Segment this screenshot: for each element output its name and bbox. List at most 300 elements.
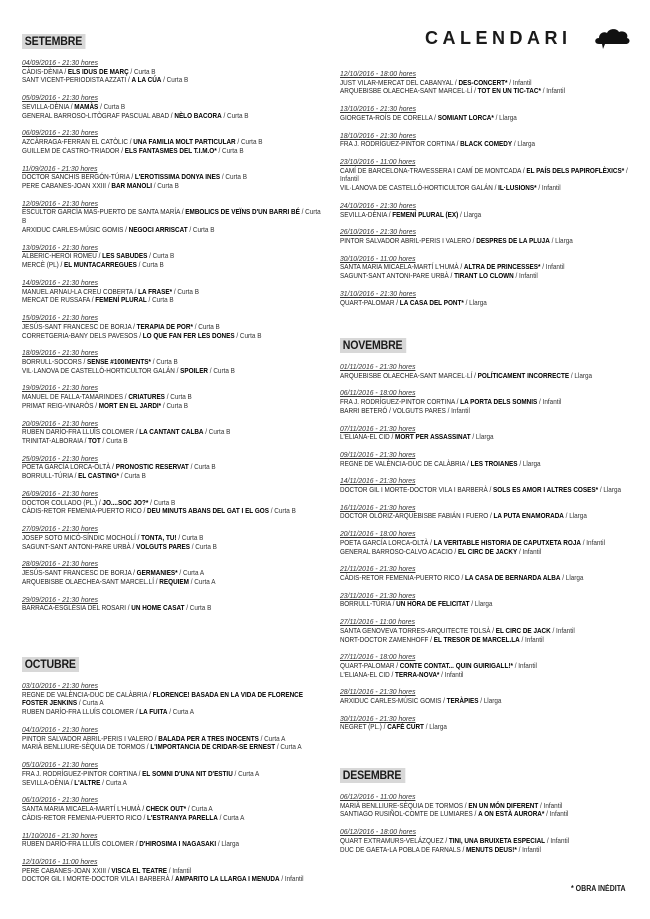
venue: CÀDIS-RETOR FEMENIA-PUERTO RICO / — [340, 572, 466, 582]
play-title: CAFÉ CURT — [387, 722, 424, 732]
event-entry — [340, 425, 640, 442]
event-performance — [22, 708, 321, 717]
play-title: TOT — [88, 436, 101, 446]
event-performance — [22, 296, 321, 305]
category: / Curta B — [161, 400, 188, 410]
event-performance — [22, 840, 321, 849]
event-date: 01/11/2016 - 21:30 hores — [340, 362, 416, 371]
event-entry — [340, 828, 640, 854]
play-title: EL PAÍS DELS PAPIROFLÈXICS* — [526, 165, 625, 175]
event-entry — [22, 94, 322, 120]
event-entry — [22, 279, 322, 305]
event-entry — [340, 504, 640, 521]
venue: DUC DE GAETA-LA POBLA DE FARNALS / — [340, 844, 466, 854]
venue: ARXIDUC CARLES-MÚSIC GOMIS / — [22, 224, 129, 234]
category: / Curta B — [234, 330, 262, 340]
play-title: TERAPIA DE POR* — [136, 321, 193, 331]
venue: MARIÀ BENLLIURE-SÈQUIA DE TORMOS / — [22, 742, 151, 752]
venue: DOCTOR OLÒRIZ-ARQUEBISBE FABIÁN I FUERO / — [340, 511, 494, 521]
play-title: JO....SOC JO?* — [102, 497, 149, 507]
event-entry — [340, 105, 640, 122]
event-date: 20/09/2016 - 21:30 hores — [22, 418, 98, 428]
event-performance — [340, 299, 639, 308]
event-performance — [340, 433, 639, 442]
venue: SANTIAGO RUSIÑOL-COMTE DE LUMIARES / — [340, 809, 479, 819]
play-title: A ON ESTÀ AURORA* — [478, 809, 545, 819]
category: / Curta A — [100, 777, 127, 787]
event-entry — [22, 455, 322, 481]
venue: L'ELIANA-EL CID / — [340, 669, 396, 679]
venue: NEGRET (PL.) / — [340, 722, 388, 732]
event-performance — [22, 543, 321, 552]
venue: MERCÈ (PL) / — [22, 260, 65, 270]
month-heading: OCTUBRE — [22, 657, 79, 672]
category: / Curta B — [98, 101, 126, 111]
play-title: SOMIANT LORCA* — [437, 112, 494, 122]
venue: SANTA MARIA MICAELA-MARTÍ L'HUMÀ / — [22, 803, 146, 813]
category: / Infantil — [537, 396, 562, 406]
category: / Curta B — [151, 180, 179, 190]
event-entry — [22, 165, 322, 191]
play-title: ELS IDUS DE MARÇ — [67, 66, 129, 76]
event-date: 29/09/2016 - 21:30 hores — [22, 594, 98, 604]
play-title: FLORENCE! BASADA EN LA VIDA DE FLORENCE FOSTER JENKINS — [22, 689, 304, 708]
category: / Curta B — [100, 436, 128, 446]
play-title: FEMENÍ PLURAL — [95, 295, 147, 305]
venue: GIORGETA-ROÍS DE CORELLA / — [340, 112, 438, 122]
event-date: 26/10/2016 - 21:30 hores — [340, 227, 416, 237]
venue: NORT-DOCTOR ZAMENHOFF / — [340, 634, 434, 644]
event-performance — [340, 140, 639, 149]
category: / Infantil — [536, 183, 561, 193]
cloud-speech-bubble-icon — [593, 27, 631, 56]
category: / Llarga — [458, 209, 482, 219]
event-performance — [340, 671, 639, 680]
event-date: 23/10/2016 - 11:00 hores — [340, 156, 416, 166]
venue: BARRI BETERÓ / VOLGUTS PARES — [340, 405, 446, 415]
event-entry — [340, 363, 640, 380]
category: / Llarga — [478, 696, 502, 706]
venue: SANTA GENOVEVA TORRES-ARQUITECTE TOLSÀ / — [340, 625, 496, 635]
event-performance — [22, 112, 321, 121]
category: / Curta B — [184, 603, 212, 613]
event-date: 26/09/2016 - 21:30 hores — [22, 489, 98, 499]
venue: AZCÀRRAGA-FERRAN EL CATÒLIC / — [22, 136, 134, 146]
event-entry — [22, 384, 322, 410]
venue: POETA GARCÍA LORCA-OLTÀ / — [22, 462, 116, 472]
venue: SEVILLA-DÈNIA / — [22, 777, 75, 787]
venue: MANUEL DE FALLA-TAMARINDES / — [22, 392, 129, 402]
category: / Infantil — [544, 809, 569, 819]
event-entry — [340, 255, 640, 281]
event-performance — [340, 114, 639, 123]
category: / Llarga — [549, 235, 573, 245]
event-entry — [22, 314, 322, 340]
category: / Infantil — [513, 271, 538, 281]
event-entry — [340, 715, 640, 732]
venue: CÀDIS-RETOR FEMENIA-PUERTO RICO / — [22, 506, 148, 516]
venue: DOCTOR SANCHIS BERGÓN-TÚRIA / — [22, 172, 135, 182]
event-performance — [340, 237, 639, 246]
play-title: LA VERITABLE HISTORIA DE CAPUTXETA ROJA — [433, 537, 581, 547]
event-entry — [22, 796, 322, 822]
venue: SEVILLA-DÈNIA / — [340, 209, 393, 219]
category: / Curta B — [208, 365, 235, 375]
event-entry — [340, 653, 640, 679]
event-performance — [22, 779, 321, 788]
play-title: LES SABUDES — [102, 251, 148, 261]
category: / Curta A — [232, 768, 260, 778]
play-title: MORT PER ASSASSINAT — [395, 432, 471, 442]
event-date: 06/12/2016 - 18:00 hores — [340, 827, 416, 837]
event-performance — [340, 846, 639, 855]
venue: FRA J. RODRÍGUEZ-PINTOR CORTINA / — [340, 396, 461, 406]
venue: QUART-PALOMAR / — [340, 660, 400, 670]
category: / Curta B — [136, 260, 164, 270]
play-title: CHECK OUT* — [145, 803, 187, 813]
category: / Infantil — [445, 405, 470, 415]
play-title: EL MUNTACARREGUES — [64, 260, 137, 270]
event-date: 06/11/2016 - 18:00 hores — [340, 388, 416, 398]
play-title: SOLS ES AMOR I ALTRES COSES* — [493, 484, 599, 494]
play-title: GERMANIES* — [136, 568, 178, 578]
event-date: 24/10/2016 - 21:30 hores — [340, 200, 416, 210]
event-performance — [340, 697, 639, 706]
play-title: DEU MINUTS ABANS DEL GAT I EL GOS — [147, 506, 269, 516]
category: / Curta B — [187, 224, 215, 234]
play-title: POLÍTICAMENT INCORRECTE — [477, 370, 570, 380]
month-section — [340, 336, 640, 732]
event-performance — [340, 723, 639, 732]
play-title: L'ALTRE — [74, 777, 101, 787]
play-title: VISCA EL TEATRE — [111, 865, 168, 875]
event-date: 14/11/2016 - 21:30 hores — [340, 476, 416, 486]
venue: QUART-PALOMAR / — [340, 297, 400, 307]
event-date: 07/11/2016 - 21:30 hores — [340, 423, 416, 433]
event-performance — [22, 76, 321, 85]
venue: VIL·LANOVA DE CASTELLÓ-HORTICULTOR GALÁN / — [340, 183, 499, 193]
venue: ARQUEBISBE OLAECHEA-SANT MARCEL.LÍ / — [22, 576, 160, 586]
event-entry — [22, 200, 322, 235]
event-date: 12/10/2016 - 18:00 hores — [340, 69, 416, 78]
category: / Llarga — [598, 484, 622, 494]
event-performance — [22, 437, 321, 446]
venue: DOCTOR GIL I MORTE-DOCTOR VILA I BARBERÀ / — [22, 874, 176, 884]
play-title: EL CIRC DE JACK — [495, 625, 551, 635]
event-performance — [22, 578, 321, 587]
event-performance — [340, 486, 639, 495]
event-performance — [22, 507, 321, 516]
event-date: 03/10/2016 - 21:30 hores — [22, 681, 98, 690]
venue: JESÚS-SANT FRANCESC DE BORJA / — [22, 568, 137, 578]
event-entry — [340, 688, 640, 705]
event-entry — [22, 560, 322, 586]
play-title: TONTA, TU! — [141, 532, 177, 542]
category: / Infantil — [550, 625, 575, 635]
event-performance — [22, 814, 321, 823]
category: / Infantil — [507, 77, 532, 87]
play-title: IL·LUSIONS* — [498, 183, 537, 193]
category: / Curta B — [161, 75, 189, 85]
venue: FRA J. RODRÍGUEZ-PINTOR CORTINA / — [340, 139, 461, 149]
venue: CORRETGERIA-BANY DELS PAVESOS / — [22, 330, 143, 340]
month-section — [340, 766, 640, 854]
venue: PINTOR SALVADOR ABRIL-PERIS I VALERO / — [340, 235, 477, 245]
category: / Curta B — [176, 532, 204, 542]
category: / Curta B — [192, 321, 220, 331]
event-entry — [340, 158, 640, 193]
event-date: 23/11/2016 - 21:30 hores — [340, 590, 416, 600]
venue: PINTOR SALVADOR ABRIL-PERIS I VALERO / — [22, 733, 159, 743]
venue: QUART EXTRAMURS-VELÁZQUEZ / — [340, 835, 449, 845]
play-title: EL SOMNI D'UNA NIT D'ESTIU — [142, 768, 233, 778]
category: / Curta B — [172, 286, 199, 296]
category: / Infantil — [167, 865, 192, 875]
play-title: EL TRESOR DE MARCEL.LA — [433, 634, 520, 644]
play-title: ELS FANTASMES DEL T.I.M.O* — [124, 145, 217, 155]
event-entry — [340, 202, 640, 219]
event-date: 27/11/2016 - 18:00 hores — [340, 652, 416, 662]
category: / Llarga — [512, 139, 536, 149]
event-date: 09/11/2016 - 21:30 hores — [340, 449, 416, 459]
category: / Curta B — [147, 251, 175, 261]
event-entry — [340, 389, 640, 415]
event-date: 14/09/2016 - 21:30 hores — [22, 277, 98, 287]
event-performance — [340, 636, 639, 645]
venue: L'ELIANA-EL CID / — [340, 432, 396, 442]
play-title: LA FUITA — [139, 707, 168, 717]
play-title: LA CASA DEL PONT* — [399, 297, 464, 307]
event-date: 06/09/2016 - 21:30 hores — [22, 128, 98, 138]
venue: TRINITAT-ALBORAIA / — [22, 436, 89, 446]
category: / Curta A — [275, 742, 302, 752]
category: / Infantil — [519, 634, 544, 644]
venue: ESCULTOR GARCÍA MAS-PUERTO DE SANTA MARÍA / — [22, 207, 186, 217]
play-title: LA PUTA ENAMORADA — [493, 511, 564, 521]
footnote-unpublished-work: * OBRA INÈDITA — [571, 884, 626, 893]
event-date: 18/10/2016 - 21:30 hores — [340, 130, 416, 140]
event-entry — [22, 129, 322, 155]
category: / Curta B — [119, 471, 146, 481]
event-performance — [22, 208, 321, 226]
venue: BORRULL-TÚRIA / — [22, 471, 79, 481]
event-performance — [340, 211, 639, 220]
event-performance — [340, 272, 639, 281]
venue: PERE CABANES-JOAN XXIII / — [22, 865, 112, 875]
event-entry — [340, 477, 640, 494]
play-title: UN HOME CASAT — [131, 603, 185, 613]
play-title: LES TROIANES — [470, 458, 518, 468]
play-title: AMPARITO LA LLARGA I MENUDA — [175, 874, 280, 884]
event-performance — [22, 472, 321, 481]
event-entry — [340, 132, 640, 149]
event-performance — [22, 743, 321, 752]
venue: FRA J. RODRÍGUEZ-PINTOR CORTINA / — [22, 768, 143, 778]
event-date: 06/12/2016 - 11:00 hores — [340, 792, 416, 801]
play-title: L'EROTISSIMA DONYA INES — [134, 172, 221, 182]
venue: PRIMAT REIG-VINARÒS / — [22, 400, 99, 410]
venue: CAMÍ DE BARCELONA-TRAVESSERA I CAMÍ DE MONTCADA / — [340, 165, 527, 175]
event-entry — [22, 244, 322, 270]
category: / Infantil — [439, 669, 464, 679]
category: / Curta B — [128, 66, 156, 76]
venue: MERCAT DE RUSSAFA / — [22, 295, 96, 305]
category: / Llarga — [463, 297, 487, 307]
event-performance — [340, 512, 639, 521]
event-performance — [340, 372, 639, 381]
category: / Curta A — [167, 707, 194, 717]
category: / Infantil — [517, 546, 542, 556]
play-title: EL CIRC DE JACKY — [457, 546, 518, 556]
event-date: 13/09/2016 - 21:30 hores — [22, 242, 98, 252]
play-title: LA CANTANT CALBA — [139, 427, 204, 437]
venue: POETA GARCÍA LORCA-OLTÀ / — [340, 537, 434, 547]
event-performance — [340, 167, 639, 185]
play-title: LA PORTA DELS SOMNIS — [460, 396, 538, 406]
play-title: MENUTS DEUS!* — [465, 844, 517, 854]
month-section — [340, 70, 640, 307]
event-performance — [22, 147, 321, 156]
venue: SEVILLA-DÈNIA / — [22, 101, 75, 111]
play-title: TIRANT LO CLOWN — [454, 271, 514, 281]
category: / Curta B — [203, 427, 231, 437]
venue: CÀDIS-DÈNIA / — [22, 66, 68, 76]
venue: GUILLEM DE CASTRO-TRIADOR / — [22, 145, 125, 155]
play-title: A LA CÚA — [131, 75, 162, 85]
event-date: 15/09/2016 - 21:30 hores — [22, 313, 98, 323]
event-entry — [340, 592, 640, 609]
event-date: 05/10/2016 - 21:30 hores — [22, 760, 98, 770]
venue: GENERAL BARROSO-CALVO ACACIO / — [340, 546, 458, 556]
play-title: DES-CONCERT* — [458, 77, 508, 87]
play-title: EL CASTING* — [78, 471, 120, 481]
event-date: 11/10/2016 - 21:30 hores — [22, 830, 98, 840]
venue: SANTA MARIA MICAELA-MARTÍ L'HUMÀ / — [340, 262, 464, 272]
event-entry — [22, 596, 322, 613]
play-title: UN HORA DE FELICITAT — [396, 599, 470, 609]
venue: ALBERIC-HEROI ROMEU / — [22, 251, 103, 261]
play-title: BALADA PER A TRES INOCENTS — [158, 733, 259, 743]
event-date: 11/09/2016 - 21:30 hores — [22, 163, 98, 173]
venue: RUBEN DARÍO-FRA LLUÍS COLOMER / — [22, 707, 140, 717]
venue: ARXIDUC CARLES-MÚSIC GOMIS / — [340, 696, 447, 706]
event-performance — [340, 184, 639, 193]
play-title: TINI, UNA BRUIXETA ESPECIAL — [448, 835, 546, 845]
venue: RUBEN DARÍO-FRA LLUÍS COLOMER / — [22, 427, 140, 437]
event-entry — [340, 70, 640, 96]
play-title: CRIATURES — [128, 392, 165, 402]
play-title: TOT EN UN TIC-TAC* — [477, 86, 541, 96]
event-performance — [22, 604, 321, 613]
play-title: MAMÀS — [74, 101, 99, 111]
venue: CÀDIS-RETOR FEMENIA-PUERTO RICO / — [22, 812, 148, 822]
month-heading: NOVEMBRE — [340, 338, 406, 353]
venue: DOCTOR GIL I MORTE-DOCTOR VILA I BARBERÀ / — [340, 484, 494, 494]
month-section — [22, 32, 322, 613]
venue: REGNE DE VALÈNCIA-DUC DE CALÀBRIA / — [22, 689, 153, 699]
venue: DOCTOR COLLADO (PL.) / — [22, 497, 103, 507]
venue: VIL·LANOVA DE CASTELLÓ-HORTICULTOR GALÁN / — [22, 365, 181, 375]
venue: SANT VICENT-PERIODISTA AZZATI / — [22, 75, 132, 85]
play-title: BLACK COMEDY — [460, 139, 513, 149]
event-date: 13/10/2016 - 21:30 hores — [340, 104, 416, 114]
category: / Curta B — [190, 541, 217, 551]
category: / Curta B — [216, 145, 244, 155]
venue: REGNE DE VALÈNCIA-DUC DE CALÀBRIA / — [340, 458, 471, 468]
event-date: 30/10/2016 - 11:00 hores — [340, 253, 416, 263]
category: / Llarga — [563, 511, 587, 521]
venue: JOSEP SOTO MICÓ-SÍNDIC MOCHOLÍ / — [22, 532, 142, 542]
event-performance — [22, 182, 321, 191]
event-entry — [22, 59, 322, 85]
category: / Infantil — [279, 874, 304, 884]
month-section — [22, 655, 322, 884]
event-date: 16/11/2016 - 21:30 hores — [340, 502, 416, 512]
category: / Llarga — [569, 370, 593, 380]
event-performance — [22, 332, 321, 341]
event-performance — [22, 875, 321, 884]
event-performance — [340, 574, 639, 583]
event-date: 12/09/2016 - 21:30 hores — [22, 198, 98, 208]
event-entry — [340, 530, 640, 556]
event-date: 21/11/2016 - 21:30 hores — [340, 564, 416, 574]
category: / Curta B — [268, 506, 296, 516]
venue: SAGUNT-SANT ANTONI-PARE URBÀ / — [22, 541, 137, 551]
play-title: EN UN MÓN DIFERENT — [468, 800, 539, 810]
event-date: 25/09/2016 - 21:30 hores — [22, 453, 98, 463]
play-title: LO QUE FAN FER LES DONES — [142, 330, 235, 340]
event-entry — [22, 349, 322, 375]
venue: BARRACA-ESGLÉSIA DEL ROSARI / — [22, 603, 132, 613]
category: / Curta B — [221, 110, 249, 120]
category: / Curta B — [235, 136, 263, 146]
category: / Llarga — [517, 458, 541, 468]
event-date: 27/11/2016 - 11:00 hores — [340, 617, 415, 627]
play-title: LA FRASE* — [138, 286, 173, 296]
category: / Curta B — [150, 356, 178, 366]
event-date: 18/09/2016 - 21:30 hores — [22, 348, 98, 358]
event-date: 04/09/2016 - 21:30 hores — [22, 58, 98, 67]
category: / Curta B — [148, 497, 176, 507]
event-date: 28/09/2016 - 21:30 hores — [22, 559, 98, 569]
event-performance — [340, 810, 639, 819]
event-date: 05/09/2016 - 21:30 hores — [22, 93, 98, 103]
category: / Llarga — [560, 572, 584, 582]
category: / Llarga — [493, 112, 517, 122]
play-title: REQUIEM — [159, 576, 189, 586]
category: / Infantil — [540, 86, 565, 96]
event-entry — [22, 682, 322, 717]
category: / Curta B — [146, 295, 174, 305]
play-title: NEGOCI ARRISCAT — [128, 224, 188, 234]
category: / Curta A — [188, 576, 216, 586]
event-date: 31/10/2016 - 21:30 hores — [340, 288, 416, 298]
category: / Curta A — [177, 568, 205, 578]
event-performance — [340, 87, 639, 96]
event-date: 27/09/2016 - 21:30 hores — [22, 524, 98, 534]
event-entry — [340, 618, 640, 644]
event-entry — [340, 451, 640, 468]
event-performance — [340, 548, 639, 557]
category: / Curta B — [188, 462, 216, 472]
event-performance — [340, 407, 639, 416]
play-title: TERRA-NOVA* — [395, 669, 440, 679]
play-title: FEMENÍ PLURAL (EX) — [392, 209, 459, 219]
play-title: EMBOLICS DE VEÏNS D'UN BARRI BÉ — [185, 207, 300, 217]
category: / Llarga — [470, 432, 494, 442]
event-performance — [22, 691, 321, 709]
play-title: L'ESTRANYA PARELLA — [147, 812, 218, 822]
